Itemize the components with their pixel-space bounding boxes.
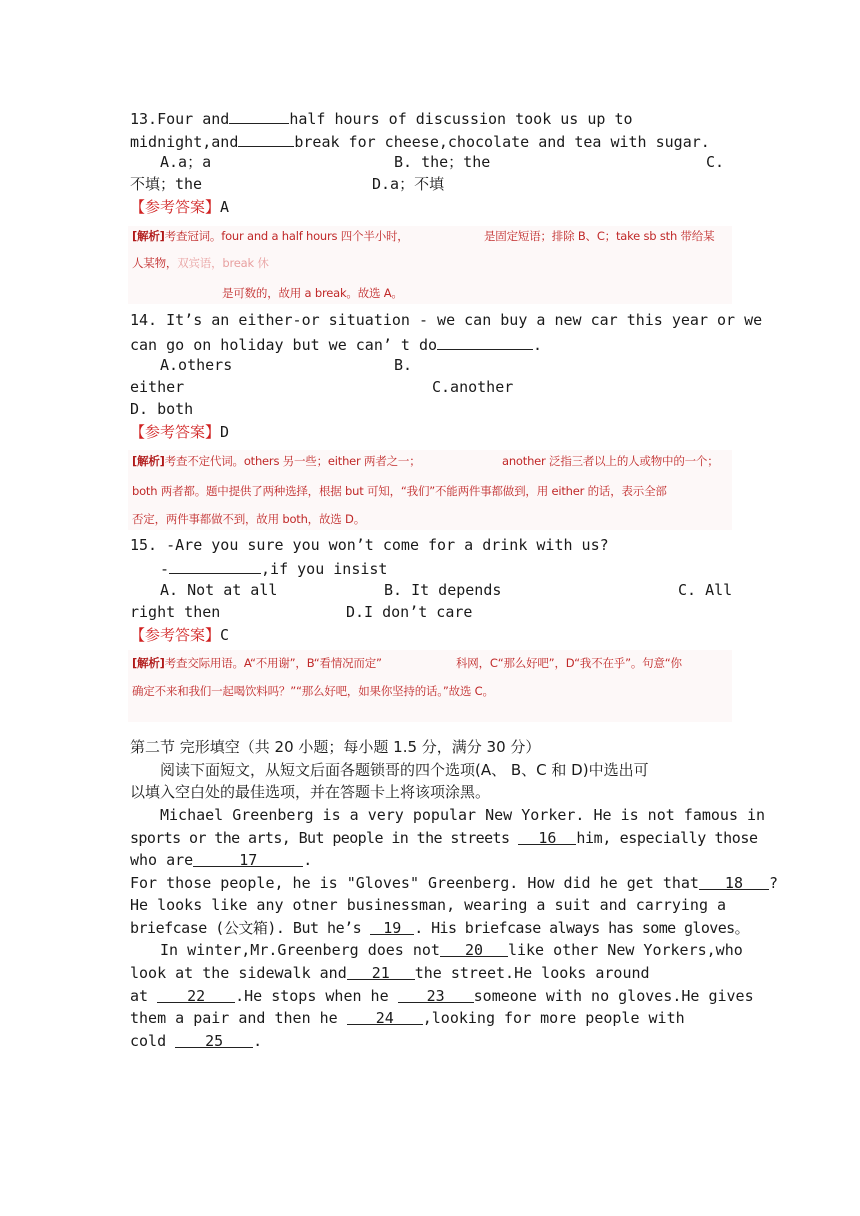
- q13-option-b: B. the；the: [394, 153, 491, 171]
- passage-text: .: [303, 851, 313, 869]
- q14-stem-line2: [130, 333, 542, 355]
- answer-label: 【参考答案】: [130, 423, 221, 441]
- answer-letter: A: [220, 198, 230, 216]
- q15-text: ,if you insist: [261, 560, 388, 578]
- q13-text: half hours of discussion took us up to: [289, 110, 633, 128]
- q13-blank-1: [229, 107, 289, 124]
- section-instructions-line1: 阅读下面短文，从短文后面各题锁哥的四个选项(A、 B、C 和 D)中选出可: [160, 761, 649, 779]
- passage-text: cold: [130, 1032, 167, 1050]
- passage-text: .: [253, 1032, 263, 1050]
- passage-text: him, especially those: [576, 829, 758, 847]
- passage-text: In winter,Mr.Greenberg does not: [160, 941, 440, 959]
- explanation-text: 考查冠词。four and a half hours 四个半小时，: [164, 229, 409, 243]
- q15-option-d: D.I don’t care: [346, 603, 473, 621]
- cloze-blank-22: 22: [157, 986, 235, 1003]
- explanation-tag: [解析]: [132, 454, 165, 468]
- q14-explanation-line2: both 两者都。题中提供了两种选择，根据 but 可知，“我们”不能两件事都做到，用 either 的话，表示全部: [132, 484, 667, 498]
- passage-text: . His briefcase always has some gloves。: [414, 919, 749, 937]
- q13-explanation-line1b: 是固定短语；排除 B、C；take sb sth 带给某: [484, 229, 715, 243]
- q13-blank-2: [238, 130, 294, 147]
- q15-explanation-line1b: 科网，C“那么好吧”，D“我不在乎”。句意“你: [456, 656, 682, 670]
- q14-text: can go on holiday but we can’ t do: [130, 336, 438, 354]
- q15-stem-line2: [160, 557, 387, 579]
- explanation-text: 考查交际用语。A“不用谢”，B“看情况而定”: [164, 656, 382, 670]
- q13-text: midnight,and: [130, 133, 239, 151]
- passage-line: Michael Greenberg is a very popular New Yorker. He is not famous in: [160, 806, 766, 824]
- passage-text: ,looking for more people with: [422, 1009, 685, 1027]
- cloze-blank-18: 18: [699, 873, 769, 890]
- q15-blank: [169, 557, 261, 574]
- section-instructions-line2: 以填入空白处的最佳选项，并在答题卡上将该项涂黑。: [130, 783, 491, 801]
- q14-explanation-line3: 否定，两件事都做不到，故用 both，故选 D。: [132, 512, 365, 526]
- passage-text: ?: [768, 874, 778, 892]
- q13-text: break for cheese,chocolate and tea with sugar.: [294, 133, 710, 151]
- cloze-blank-24: 24: [347, 1008, 423, 1025]
- q15-option-c: right then: [130, 603, 221, 621]
- passage-text: at: [130, 987, 149, 1005]
- passage-line: [130, 873, 778, 895]
- answer-letter: C: [220, 626, 230, 644]
- answer-label: 【参考答案】: [130, 626, 221, 644]
- explanation-text: 双宾语，break 休: [177, 256, 269, 270]
- q13-explanation-line1: [132, 229, 409, 243]
- q14-stem-line1: 14. It’s an either-or situation - we can buy a new car this year or we: [130, 311, 763, 329]
- q15-option-b: B. It depends: [384, 581, 502, 599]
- cloze-blank-17: 17: [193, 850, 303, 867]
- q14-answer: [130, 422, 229, 444]
- passage-text: them a pair and then he: [130, 1009, 338, 1027]
- explanation-text: 考查不定代词。others 另一些；either 两者之一；: [164, 454, 421, 468]
- q14-option-a: A.others: [160, 356, 233, 374]
- q13-option-d: D.a；不填: [372, 175, 445, 193]
- q15-explanation-line1: [132, 656, 382, 670]
- q13-option-c: 不填；the: [130, 175, 203, 193]
- passage-line: [130, 986, 754, 1008]
- q14-explanation-line1b: another 泛指三者以上的人或物中的一个；: [502, 454, 719, 468]
- passage-line: [130, 1008, 685, 1030]
- passage-text: look at the sidewalk and: [130, 964, 347, 982]
- q13-stem-line1: [130, 107, 633, 129]
- passage-line: He looks like any otner businessman, wearing a suit and carrying a: [130, 896, 727, 914]
- passage-text: briefcase (公文箱). But he’s: [130, 919, 362, 937]
- cloze-blank-19: 19: [370, 918, 414, 935]
- passage-text: like other New Yorkers,who: [507, 941, 743, 959]
- cloze-blank-20: 20: [440, 940, 508, 957]
- q15-answer: [130, 625, 229, 647]
- answer-letter: D: [220, 423, 230, 441]
- q13-explanation-line2: [132, 256, 269, 270]
- q14-option-d: D. both: [130, 400, 194, 418]
- q14-blank: [437, 333, 533, 350]
- passage-text: sports or the arts, But people in the streets: [130, 829, 510, 847]
- q15-option-c-mark: C. All: [678, 581, 733, 599]
- q15-stem-line1: 15. -Are you sure you won’t come for a drink with us?: [130, 536, 609, 554]
- q13-stem-line2: [130, 130, 710, 152]
- passage-text: who are: [130, 851, 194, 869]
- q14-option-c: C.another: [432, 378, 514, 396]
- cloze-blank-16: 16: [518, 828, 576, 845]
- passage-line: [130, 963, 650, 985]
- q14-option-b-mark: B.: [394, 356, 413, 374]
- passage-text: .He stops when he: [235, 987, 389, 1005]
- q13-answer: [130, 197, 229, 219]
- cloze-blank-25: 25: [175, 1031, 253, 1048]
- explanation-tag: [解析]: [132, 656, 165, 670]
- q15-option-a: A. Not at all: [160, 581, 278, 599]
- q13-text: 13.Four and: [130, 110, 230, 128]
- cloze-blank-23: 23: [398, 986, 474, 1003]
- passage-line: [130, 918, 749, 940]
- section-heading: 第二节 完形填空（共 20 小题；每小题 1.5 分，满分 30 分）: [130, 738, 541, 756]
- answer-label: 【参考答案】: [130, 198, 221, 216]
- q15-explanation-line2: 确定不来和我们一起喝饮料吗？”“那么好吧，如果你坚持的话。”故选 C。: [132, 684, 494, 698]
- passage-line: [160, 940, 743, 962]
- passage-line: [130, 828, 758, 850]
- q14-text: .: [533, 336, 543, 354]
- explanation-tag: [解析]: [132, 229, 165, 243]
- explanation-text: 人某物，: [132, 256, 178, 270]
- q13-option-c-mark: C.: [706, 153, 725, 171]
- passage-line: [130, 1031, 262, 1053]
- cloze-blank-21: 21: [347, 963, 415, 980]
- q15-text: -: [160, 560, 170, 578]
- q14-explanation-line1: [132, 454, 421, 468]
- q13-explanation-line3: 是可数的，故用 a break。故选 A。: [222, 286, 403, 300]
- passage-text: the street.He looks around: [414, 964, 650, 982]
- passage-text: For those people, he is "Gloves" Greenberg. How did he get that: [130, 874, 699, 892]
- passage-line: [130, 850, 312, 872]
- q14-option-b: either: [130, 378, 185, 396]
- passage-text: someone with no gloves.He gives: [473, 987, 754, 1005]
- q13-option-a: A.a；a: [160, 153, 212, 171]
